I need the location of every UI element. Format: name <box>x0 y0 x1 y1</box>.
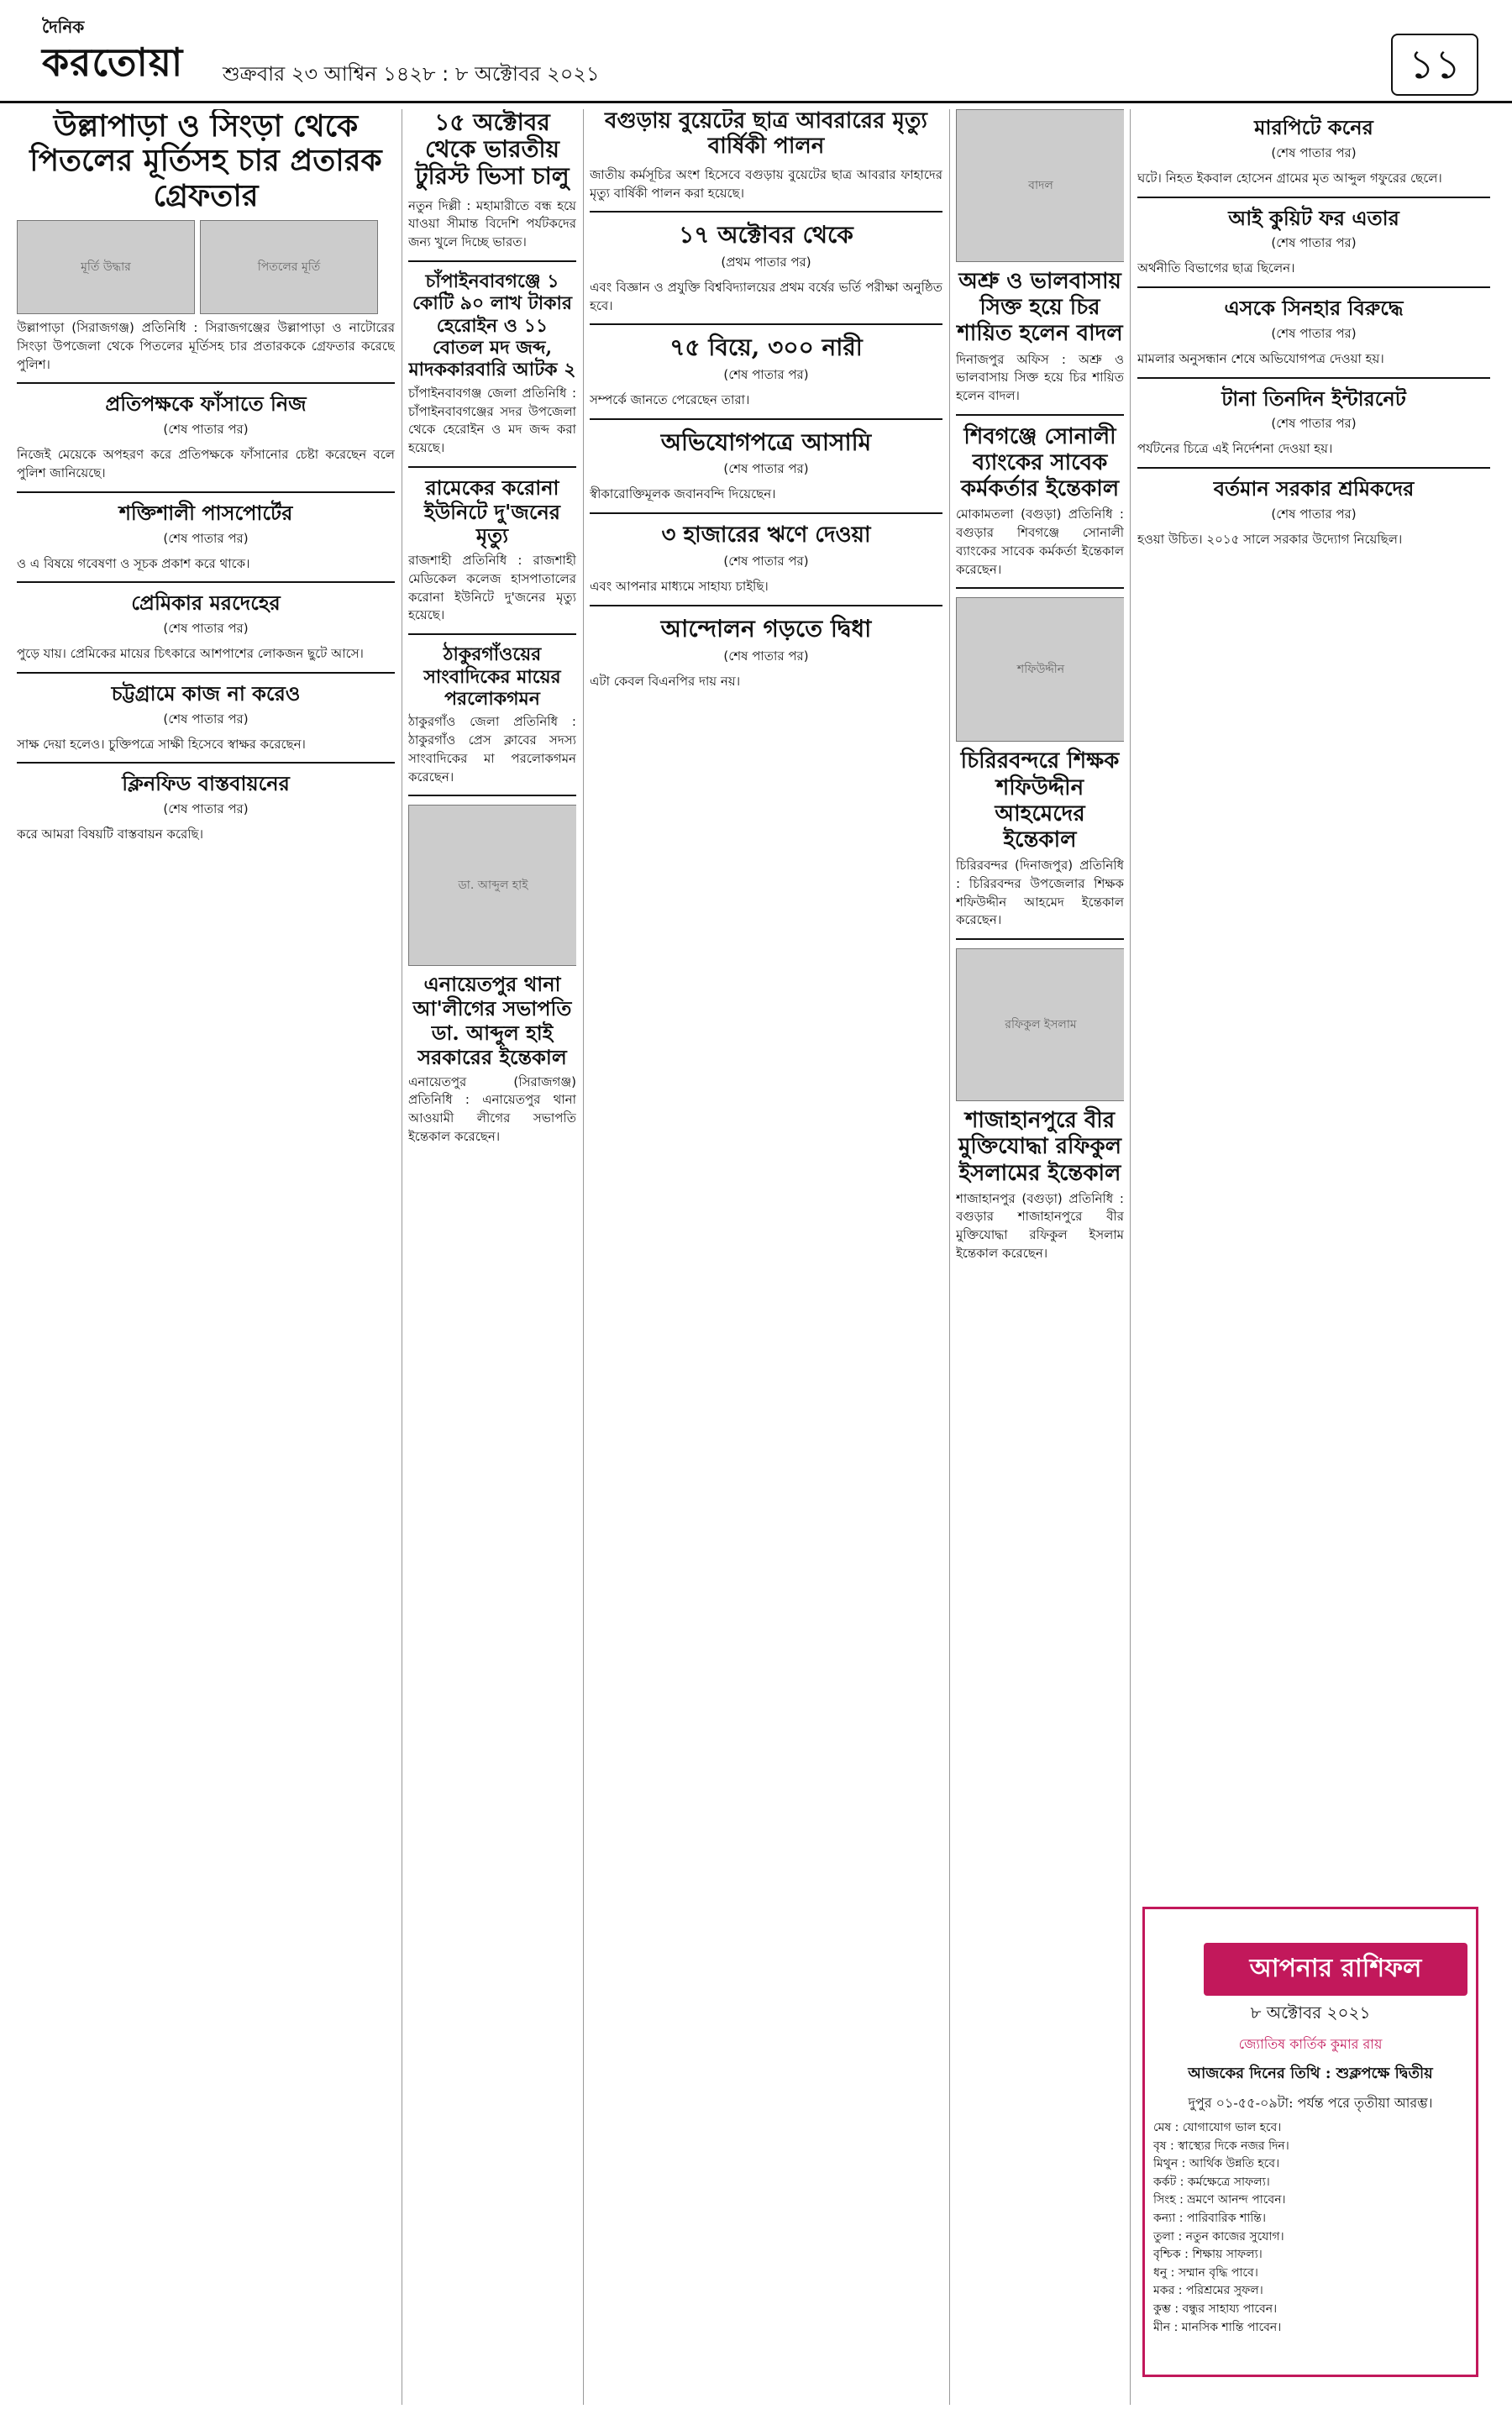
article-a4-body: পুড়ে যায়। প্রেমিকের মায়ের চিৎকারে আশপাশের লোকজন ছুটে আসে। <box>17 646 364 662</box>
article-a1-body: উল্লাপাড়া (সিরাজগঞ্জ) প্রতিনিধি : সিরাজগঞ্জের উল্লাপাড়া ও নাটোরের সিংড়া উপজেলা থেকে পিতলের মূর্তিসহ চার প্রতারককে গ্রেফতার করেছে পুলিশ। <box>17 320 395 372</box>
article-d4-photo <box>956 948 1124 1101</box>
article-a2-title: প্রতিপক্ষকে ফাঁসাতে নিজ <box>105 391 307 417</box>
article-c5-body: এবং আপনার মাধ্যমে সাহায্য চাইছি। <box>590 579 769 595</box>
divider <box>590 418 942 420</box>
rashi-item: সিংহ : ভ্রমণে আনন্দ পাবেন। <box>1153 2193 1286 2207</box>
article-b3-title: রামেকের করোনা ইউনিটে দু'জনের মৃত্যু <box>423 475 561 548</box>
photo-caption: মূর্তি উদ্ধার <box>81 260 131 275</box>
article-d1-body: দিনাজপুর অফিস : অশ্রু ও ভালবাসায় সিক্ত হয়ে চির শায়িত হলেন বাদল। <box>956 351 1124 404</box>
rashi-item: তুলা : নতুন কাজের সুযোগ। <box>1153 2229 1284 2244</box>
article-a4-cont: (শেষ পাতার পর) <box>163 621 249 637</box>
article-c4-body: স্বীকারোক্তিমূলক জবানবন্দি দিয়েছেন। <box>590 486 776 502</box>
divider <box>590 323 942 325</box>
article-b5-title: এনায়েতপুর থানা আ'লীগের সভাপতি ডা. আব্দুল হাই সরকারের ইন্তেকাল <box>412 972 572 1069</box>
divider <box>408 466 576 468</box>
rashi-item: কন্যা : পারিবারিক শান্তি। <box>1153 2211 1266 2225</box>
column-b <box>408 109 576 2411</box>
article-a5-body: সাক্ষ দেয়া হলেও। চুক্তিপত্রে সাক্ষী হিসেবে স্বাক্ষর করেছেন। <box>17 736 306 752</box>
article-a6-title: ক্লিনফিড বাস্তবায়নের <box>122 771 290 796</box>
column-rule <box>949 109 950 2405</box>
logo-small-text: দৈনিক <box>42 17 85 37</box>
column-rule <box>1130 109 1131 2405</box>
divider <box>956 414 1124 416</box>
rashi-item: বৃশ্চিক : শিক্ষায় সাফল্য। <box>1153 2248 1263 2262</box>
article-a2-body: নিজেই মেয়েকে অপহরণ করে প্রতিপক্ষকে ফাঁসানোর চেষ্টা করেছেন বলে পুলিশ জানিয়েছে। <box>17 447 395 480</box>
article-c4-cont: (শেষ পাতার পর) <box>723 461 809 477</box>
article-b5-body: এনায়েতপুর (সিরাজগঞ্জ) প্রতিনিধি : এনায়েতপুর থানা আওয়ামী লীগের সভাপতি ইন্তেকাল করেছেন। <box>408 1073 576 1144</box>
article-a6-body: করে আমরা বিষয়টি বাস্তবায়ন করেছি। <box>17 827 203 842</box>
article-d3-photo <box>956 597 1124 742</box>
article-e5-title: বর্তমান সরকার শ্রমিকদের <box>1213 476 1415 501</box>
article-c6-title: আন্দোলন গড়তে দ্বিধা <box>660 615 872 643</box>
article-b1-title: ১৫ অক্টোবর থেকে ভারতীয় টুরিস্ট ভিসা চালু <box>415 109 570 191</box>
article-c6-cont: (শেষ পাতার পর) <box>723 648 809 664</box>
article-b4-body: ঠাকুরগাঁও জেলা প্রতিনিধি : ঠাকুরগাঁও প্রেস ক্লাবের সদস্য সাংবাদিকের মা পরলোকগমন করেছেন। <box>408 714 576 785</box>
article-a4-title: প্রেমিকার মরদেহের <box>131 590 281 616</box>
rashi-item: মীন : মানসিক শান্তি পাবেন। <box>1153 2320 1282 2334</box>
rashi-item: মকর : পরিশ্রমের সুফল। <box>1153 2284 1263 2298</box>
article-e3-body: মামলার অনুসন্ধান শেষে অভিযোগপত্র দেওয়া হয়। <box>1137 350 1384 366</box>
horoscope-author: জ্যোতিষ কার্তিক কুমার রায় <box>1238 2036 1383 2052</box>
masthead <box>0 0 1512 103</box>
article-c2-body: এবং বিজ্ঞান ও প্রযুক্তি বিশ্ববিদ্যালয়ের প্রথম বর্ষের ভর্তি পরীক্ষা অনুষ্ঠিত হবে। <box>590 279 942 313</box>
divider <box>590 512 942 514</box>
divider <box>17 672 395 674</box>
article-c3-title: ৭৫ বিয়ে, ৩০০ নারী <box>669 333 863 362</box>
article-e4-cont: (শেষ পাতার পর) <box>1271 416 1357 432</box>
article-c4-title: অভিযোগপত্রে আসামি <box>660 428 872 456</box>
article-e5-body: হওয়া উচিত। ২০১৫ সালে সরকার উদ্যোগ নিয়েছিল। <box>1137 531 1403 547</box>
article-a2-cont: (শেষ পাতার পর) <box>163 422 249 438</box>
article-d2-body: মোকামতলা (বগুড়া) প্রতিনিধি : বগুড়ার শিবগঞ্জে সোনালী ব্যাংকের সাবেক কর্মকর্তা ইন্তেকাল করেছেন। <box>956 506 1124 577</box>
horoscope-title: আপনার রাশিফল <box>1204 1943 1467 1996</box>
photo-caption: রফিকুল ইসলাম <box>1005 1018 1077 1032</box>
article-e3-title: এসকে সিনহার বিরুদ্ধে <box>1224 296 1404 321</box>
article-c1-title: বগুড়ায় বুয়েটের ছাত্র আবরারের মৃত্যু বার্ষিকী পালন <box>605 109 927 159</box>
photo-caption: বাদল <box>1028 179 1053 192</box>
article-a3-body: ও এ বিষয়ে গবেষণা ও সূচক প্রকাশ করে থাকে। <box>17 555 250 571</box>
article-c5-title: ৩ হাজারের ঋণে দেওয়া <box>661 522 871 548</box>
article-e4-body: পর্যটনের চিত্রে এই নির্দেশনা দেওয়া হয়। <box>1137 441 1333 457</box>
divider <box>408 633 576 635</box>
article-b1-body: নতুন দিল্লী : মহামারীতে বন্ধ হয়ে যাওয়া সীমান্ত বিদেশি পর্যটকদের জন্য খুলে দিচ্ছে ভারত। <box>408 197 576 250</box>
article-e1-cont: (শেষ পাতার পর) <box>1271 144 1357 160</box>
page-number: ১১ <box>1391 34 1478 96</box>
article-d3-body: চিরিরবন্দর (দিনাজপুর) প্রতিনিধি : চিরিরবন্দর উপজেলার শিক্ষক শফিউদ্দীন আহমেদ ইন্তেকাল করেছেন। <box>956 858 1124 928</box>
photo-caption: ডা. আব্দুল হাই <box>458 879 528 893</box>
divider <box>956 938 1124 940</box>
column-rule <box>583 109 584 2405</box>
article-c3-cont: (শেষ পাতার পর) <box>723 366 809 382</box>
column-e <box>1137 109 1490 1890</box>
article-c3-body: সম্পর্কে জানতে পেরেছেন তারা। <box>590 391 750 407</box>
divider <box>590 211 942 213</box>
divider <box>956 587 1124 589</box>
article-a6-cont: (শেষ পাতার পর) <box>163 801 249 817</box>
article-e1-body: ঘটে। নিহত ইকবাল হোসেন গ্রামের মৃত আব্দুল গফুরের ছেলে। <box>1137 170 1442 186</box>
article-a1-photo <box>17 220 195 314</box>
rashi-item: মেষ : যোগাযোগ ভাল হবে। <box>1153 2121 1282 2134</box>
article-b2-body: চাঁপাইনবাবগঞ্জ জেলা প্রতিনিধি : চাঁপাইনবাবগঞ্জের সদর উপজেলা থেকে হেরোইন ও মদ জব্দ করা হয়েছে। <box>408 385 576 456</box>
divider <box>1137 377 1490 379</box>
article-e4-title: টানা তিনদিন ইন্টারনেট <box>1221 386 1406 411</box>
divider <box>17 382 395 384</box>
article-c2-title: ১৭ অক্টোবর থেকে <box>679 221 853 249</box>
divider <box>590 605 942 606</box>
article-a5-title: চট্টগ্রামে কাজ না করেও <box>111 680 301 706</box>
article-d1-photo <box>956 109 1124 262</box>
logo-big-text: করতোয়া <box>42 39 184 85</box>
article-d2-title: শিবগঞ্জে সোনালী ব্যাংকের সাবেক কর্মকর্তার ইন্তেকাল <box>960 423 1120 502</box>
article-c6-body: এটা কেবল বিএনপির দায় নয়। <box>590 673 741 689</box>
rashi-item: বৃষ : স্বাস্থ্যের দিকে নজর দিন। <box>1153 2139 1289 2153</box>
article-a1-photo-2 <box>200 220 378 314</box>
article-e2-cont: (শেষ পাতার পর) <box>1271 235 1357 251</box>
newspaper-logo <box>42 15 210 91</box>
divider <box>17 762 395 764</box>
article-e2-body: অর্থনীতি বিভাগের ছাত্র ছিলেন। <box>1137 260 1295 276</box>
rashi-item: কুম্ভ : বন্ধুর সাহায্য পাবেন। <box>1153 2301 1278 2316</box>
article-c5-cont: (শেষ পাতার পর) <box>723 554 809 569</box>
article-b2-title: চাঁপাইনবাবগঞ্জে ১ কোটি ৯০ লাখ টাকার হেরোইন ও ১১ বোতল মদ জব্দ, মাদককারবারি আটক ২ <box>408 270 576 381</box>
photo-caption: পিতলের মূর্তি <box>257 260 321 275</box>
horoscope-date: ৮ অক্টোবর ২০২১ <box>1250 2002 1371 2023</box>
divider <box>1137 467 1490 469</box>
article-b4-title: ঠাকুরগাঁওয়ের সাংবাদিকের মায়ের পরলোকগমন <box>423 643 561 710</box>
article-b3-body: রাজশাহী প্রতিনিধি : রাজশাহী মেডিকেল কলেজ হাসপাতালের করোনা ইউনিটে দু'জনের মৃত্যু হয়েছে। <box>408 553 576 623</box>
tithi-title: আজকের দিনের তিথি : শুক্লপক্ষে দ্বিতীয় <box>1188 2065 1433 2082</box>
rashi-item: ধনু : সম্মান বৃদ্ধি পাবে। <box>1153 2265 1258 2280</box>
article-a3-title: শক্তিশালী পাসপোর্টের <box>118 500 293 525</box>
rashi-item: কর্কট : কর্মক্ষেত্রে সাফল্য। <box>1153 2175 1270 2189</box>
divider <box>17 491 395 493</box>
article-b5-photo <box>408 805 576 966</box>
article-c1-body: জাতীয় কর্মসূচির অংশ হিসেবে বগুড়ায় বুয়েটের ছাত্র আবরার ফাহাদের মৃত্যু বার্ষিকী পালন করা হয়েছে। <box>590 166 942 201</box>
article-a1-title: উল্লাপাড়া ও সিংড়া থেকে পিতলের মূর্তিসহ চার প্রতারক গ্রেফতার <box>29 109 382 213</box>
article-d4-title: শাজাহানপুরে বীর মুক্তিযোদ্ধা রফিকুল ইসলামের ইন্তেকাল <box>958 1108 1122 1186</box>
article-e5-cont: (শেষ পাতার পর) <box>1271 506 1357 522</box>
article-e1-title: মারপিটে কনের <box>1254 115 1373 139</box>
photo-caption: শফিউদ্দীন <box>1016 663 1065 677</box>
divider <box>408 260 576 262</box>
article-e3-cont: (শেষ পাতার পর) <box>1271 325 1357 341</box>
article-d4-body: শাজাহানপুর (বগুড়া) প্রতিনিধি : বগুড়ার শাজাহানপুরে বীর মুক্তিযোদ্ধা রফিকুল ইসলাম ইন্তেকাল করেছেন। <box>956 1190 1124 1261</box>
date-line: শুক্রবার ২৩ আশ্বিন ১৪২৮ : ৮ অক্টোবর ২০২১ <box>223 62 600 86</box>
divider <box>17 581 395 583</box>
divider <box>1137 197 1490 198</box>
divider <box>1137 286 1490 288</box>
article-a5-cont: (শেষ পাতার পর) <box>163 711 249 727</box>
article-c2-cont: (প্রথম পাতার পর) <box>721 254 811 270</box>
article-d3-title: চিরিরবন্দরে শিক্ষক শফিউদ্দীন আহমেদের ইন্তেকাল <box>960 748 1120 853</box>
rashi-item: মিথুন : আর্থিক উন্নতি হবে। <box>1153 2157 1280 2171</box>
horoscope-box <box>1142 1907 1478 2377</box>
article-a3-cont: (শেষ পাতার পর) <box>163 530 249 546</box>
column-a <box>17 109 395 2411</box>
divider <box>408 795 576 796</box>
column-d <box>956 109 1124 2411</box>
article-d1-title: অশ্রু ও ভালবাসায় সিক্ত হয়ে চির শায়িত হলেন বাদল <box>957 269 1123 347</box>
column-c <box>590 109 942 2411</box>
article-e2-title: আই কুয়িট ফর এতার <box>1228 205 1399 230</box>
tithi-time: দুপুর ০১-৫৫-০৯টা: পর্যন্ত পরে তৃতীয়া আরম্ভ। <box>1188 2095 1433 2111</box>
